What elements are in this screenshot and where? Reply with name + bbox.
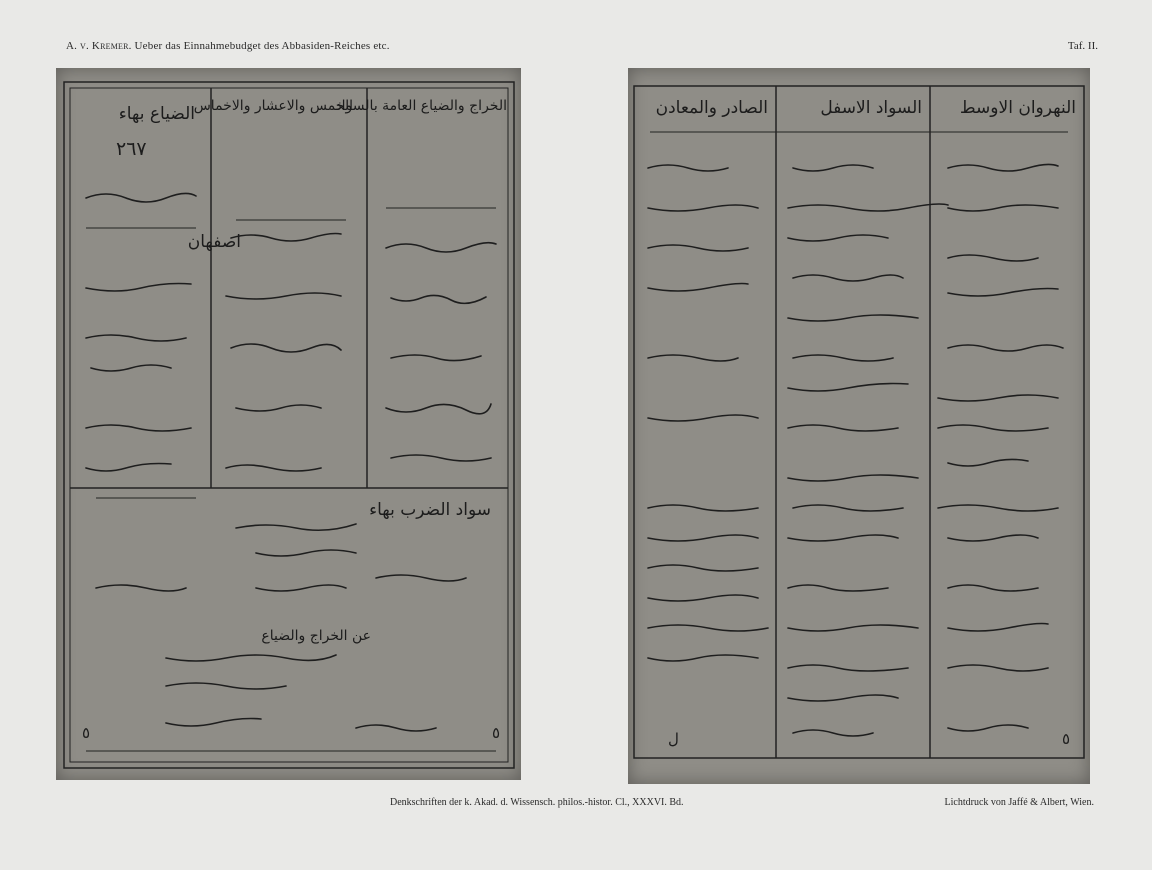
col3-header: الضياع بهاء: [118, 104, 195, 124]
col3-header: الصادر والمعادن: [655, 98, 768, 118]
region-name: اصفهان: [187, 232, 241, 252]
running-header: [66, 40, 390, 52]
handwriting-strokes-right: [628, 68, 1090, 784]
col2-header: الخمس والاعشار والاخماس: [193, 98, 353, 114]
plate-label: Taf. II.: [1067, 40, 1098, 52]
corner-digit-left: ٥: [82, 724, 91, 742]
lower-text: عن الخراج والضياع: [261, 628, 371, 644]
bottom-mark: ل: [668, 730, 679, 748]
article-title: Ueber das Einnahmebudget des Abbasiden-Reiches etc.: [134, 40, 390, 52]
folio-number: ٢٦٧: [116, 138, 147, 160]
col2-header: السواد الاسفل: [820, 98, 922, 118]
col1-header: النهروان الاوسط: [959, 98, 1076, 118]
col1-header: الخراج والضياع العامة بالسواد: [335, 98, 507, 114]
lower-header: سواد الضرب بهاء: [369, 500, 491, 520]
handwriting-strokes-left: [56, 68, 521, 780]
manuscript-page-right: [628, 68, 1090, 784]
series-footer: Denkschriften der k. Akad. d. Wissensch. philos.-histor. Cl., XXXVI. Bd.: [390, 797, 684, 808]
manuscript-page-left: [56, 68, 521, 780]
printer-credit: Lichtdruck von Jaffé & Albert, Wien.: [944, 797, 1094, 808]
corner-digit: ٥: [1062, 730, 1071, 748]
corner-digit-right: ٥: [492, 724, 501, 742]
author-name: A. v. Kremer.: [66, 40, 132, 52]
